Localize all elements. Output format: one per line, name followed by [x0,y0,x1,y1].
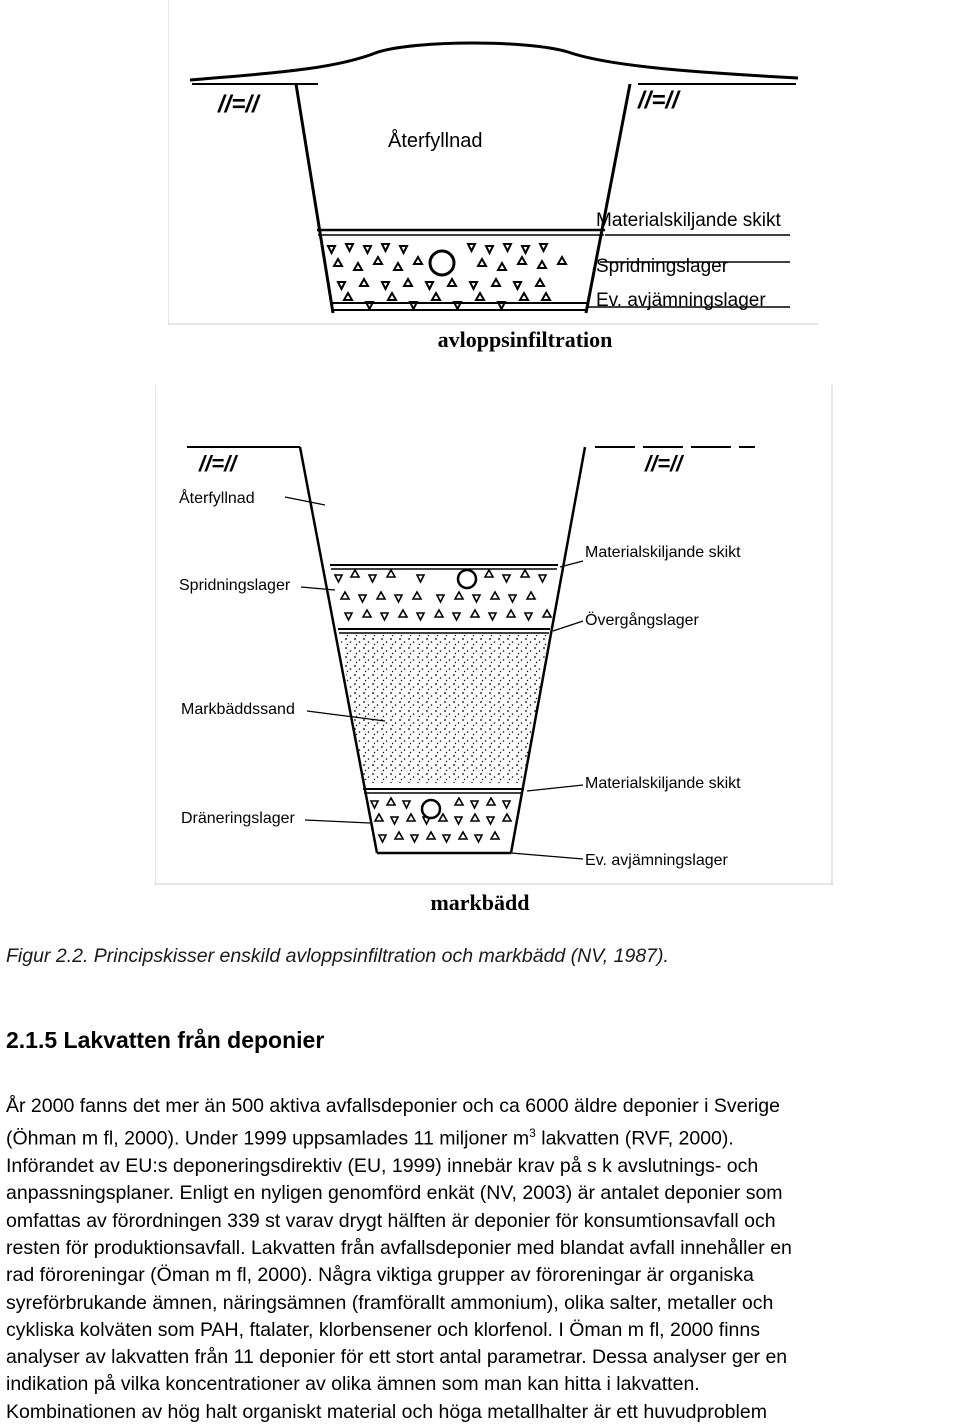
body-line: (Öhman m fl, 2000). Under 1999 uppsamlades 11 miljoner $m^3$ lakvatten (RVF, 2000). [6,1126,734,1150]
separating-layer-top-label: Materialskiljande skikt [585,544,741,561]
body-line: Kombinationen av hög halt organiskt material och höga metallhalter är ett huvudproblem [6,1400,767,1423]
infiltration-caption: avloppsinfiltration [437,327,613,352]
infiltration-diagram [168,0,818,325]
distribution-pipe-icon [430,251,454,275]
figure-caption: Figur 2.2. Principskisser enskild avloppsinfiltration och markbädd (NV, 1987). [6,945,669,967]
body-line: cykliska kolväten som PAH, ftalater, klorbensener och klorfenol. I Öman m fl, 2000 finns [6,1318,760,1341]
section-body [6,1093,958,1426]
sand-filter-diagram-svg [155,385,833,885]
backfill-label: Återfyllnad [179,490,255,507]
sand-bed-fill [340,635,548,783]
distribution-layer-label: Spridningslager [179,577,291,594]
slope-right-label: //=// [645,451,683,476]
body-line: anpassningsplaner. Enligt en nyligen genomförd enkät (NV, 2003) är antalet deponier som [6,1182,783,1205]
drainage-gravel-pattern [371,798,511,842]
body-line: År 2000 fanns det mer än 500 aktiva avfallsdeponier och ca 6000 äldre deponier i Sverige [6,1095,780,1117]
drainage-pipe-icon [422,800,440,818]
superscript: 3 [529,1126,536,1141]
gravel-pattern [335,570,551,620]
sand-filter-caption: markbädd [430,890,530,915]
body-line: indikation på vilka koncentrationer av olika ämnen som man kan hitta i lakvatten. [6,1373,700,1396]
leveling-layer-label: Ev. avjämningslager [596,290,766,311]
slope-left-label: //=// [218,91,259,118]
leveling-layer-label: Ev. avjämningslager [585,852,728,869]
distribution-pipe-icon [458,570,476,588]
body-line: Införandet av EU:s deponeringsdirektiv (EU, 1999) innebär krav på s k avslutnings- och [6,1155,759,1178]
transition-layer-label: Övergångslager [585,612,699,629]
body-line: omfattas av förordningen 339 st varav drygt hälften är deponier för konsumtionsavfall och [6,1209,776,1232]
body-line: rad föroreningar (Öman m fl, 2000). Några viktiga grupper av föroreningar är organiska [6,1264,754,1287]
infiltration-diagram-svg [168,0,818,325]
slope-left-label: //=// [199,451,237,476]
drainage-layer-label: Dräneringslager [181,810,295,827]
sand-filter-diagram [155,385,833,885]
separating-layer-label: Materialskiljande skikt [596,210,781,231]
body-line: analyser av lakvatten från 11 deponier för ett stort antal parametrar. Dessa analyser ger en [6,1346,788,1369]
slope-right-label: //=// [638,87,679,114]
body-line: syreförbrukande ämnen, näringsämnen (framförallt ammonium), olika salter, metaller och [6,1291,774,1314]
section-heading: 2.1.5 Lakvatten från deponier [6,1027,325,1053]
distribution-layer-label: Spridningslager [596,256,729,277]
backfill-label: Återfyllnad [388,130,483,152]
separating-layer-bottom-label: Materialskiljande skikt [585,775,741,792]
bed-sand-label: Markbäddssand [181,701,295,718]
body-line: resten för produktionsavfall. Lakvatten från avfallsdeponier med blandat avfall innehåller en [6,1236,792,1259]
